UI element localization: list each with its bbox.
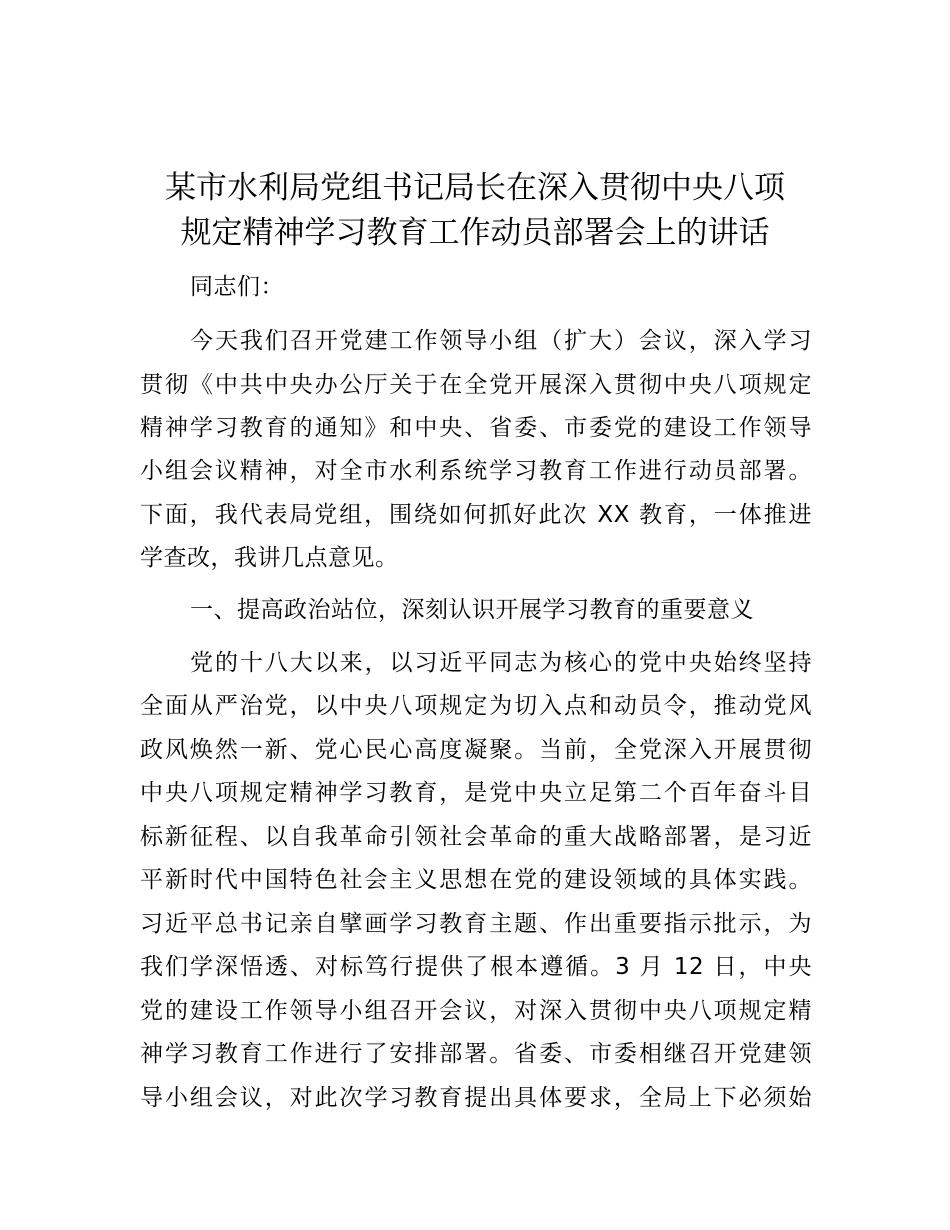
section-1-paragraph-line: 标新征程、以自我革命引领社会革命的重大战略部署，是习近 (140, 824, 812, 850)
intro-paragraph-line: 学查改，我讲几点意见。 (140, 545, 399, 571)
section-1-paragraph-line: 中央八项规定精神学习教育，是党中央立足第二个百年奋斗目 (140, 780, 812, 806)
section-1-paragraph-line: 习近平总书记亲自擘画学习教育主题、作出重要指示批示，为 (140, 911, 812, 937)
document-title-line-2: 规定精神学习教育工作动员部署会上的讲话 (180, 215, 770, 251)
section-1-heading: 一、提高政治站位，深刻认识开展学习教育的重要意义 (190, 597, 754, 623)
intro-paragraph-line: 今天我们召开党建工作领导小组（扩大）会议，深入学习 (190, 328, 812, 354)
intro-paragraph-line: 小组会议精神，对全市水利系统学习教育工作进行动员部署。 (140, 458, 812, 484)
section-1-paragraph-line: 全面从严治党，以中央八项规定为切入点和动员令，推动党风 (140, 693, 812, 719)
section-1-paragraph-line: 政风焕然一新、党心民心高度凝聚。当前，全党深入开展贯彻 (140, 737, 812, 763)
greeting: 同志们： (190, 274, 284, 300)
section-1-paragraph-line: 平新时代中国特色社会主义思想在党的建设领域的具体实践。 (140, 867, 812, 893)
document-title-line-1: 某市水利局党组书记局长在深入贯彻中央八项 (165, 170, 785, 206)
section-1-paragraph-line: 神学习教育工作进行了安排部署。省委、市委相继召开党建领 (140, 1041, 812, 1067)
section-1-paragraph-line: 党的建设工作领导小组召开会议，对深入贯彻中央八项规定精 (140, 998, 812, 1024)
intro-paragraph-line: 贯彻《中共中央办公厅关于在全党开展深入贯彻中央八项规定 (140, 372, 812, 398)
section-1-paragraph-line: 党的十八大以来，以习近平同志为核心的党中央始终坚持 (190, 650, 812, 676)
section-1-paragraph-line: 我们学深悟透、对标笃行提供了根本遵循。3 月 12 日，中央 (140, 954, 812, 980)
section-1-paragraph-line: 导小组会议，对此次学习教育提出具体要求，全局上下必须始 (140, 1085, 812, 1111)
intro-paragraph-line: 下面，我代表局党组，围绕如何抓好此次 XX 教育，一体推进 (140, 502, 812, 528)
intro-paragraph-line: 精神学习教育的通知》和中央、省委、市委党的建设工作领导 (140, 415, 812, 441)
